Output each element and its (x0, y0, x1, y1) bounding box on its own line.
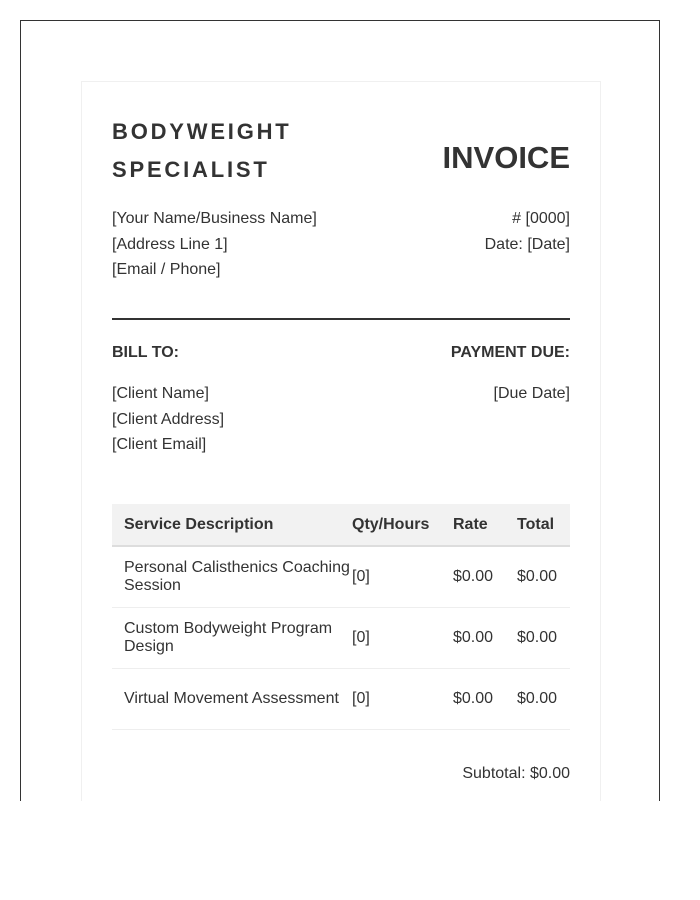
header-qty-hours: Qty/Hours (352, 515, 430, 533)
due-date: [Due Date] (493, 385, 570, 402)
payment-due-heading: PAYMENT DUE: (450, 344, 570, 361)
invoice-date: Date: [Date] (484, 236, 570, 253)
row-total: $0.00 (517, 568, 558, 585)
row-total: $0.00 (517, 629, 558, 646)
from-block (112, 206, 317, 283)
services-table (112, 504, 570, 730)
table-row (112, 608, 570, 669)
header-total: Total (517, 515, 555, 533)
row-description: Virtual Movement Assessment (124, 690, 339, 707)
row-total: $0.00 (517, 690, 558, 707)
subtotal: Subtotal: $0.00 (462, 765, 570, 782)
table-row (112, 546, 570, 608)
row-qty: [0] (352, 690, 370, 707)
row-rate: $0.00 (453, 629, 494, 646)
client-address: [Client Address] (112, 410, 225, 428)
invoice-title: INVOICE (442, 140, 570, 175)
client-name: [Client Name] (112, 385, 209, 402)
row-rate: $0.00 (453, 568, 494, 585)
business-name: BODYWEIGHT SPECIALIST (112, 119, 292, 182)
bill-to-heading: BILL TO: (112, 344, 179, 361)
invoice-meta (485, 206, 570, 258)
table-row (112, 669, 570, 730)
bill-to-block (112, 381, 224, 458)
from-line-business: [Your Name/Business Name] (112, 210, 317, 227)
row-description: Personal Calisthenics Coaching Session (124, 559, 350, 594)
header-service-description: Service Description (124, 515, 274, 533)
row-rate: $0.00 (453, 690, 494, 707)
from-line-address: [Address Line 1] (112, 235, 228, 253)
from-line-contact: [Email / Phone] (112, 261, 221, 278)
header-divider (112, 318, 570, 320)
row-qty: [0] (352, 629, 370, 646)
table-header-row (112, 504, 570, 546)
row-qty: [0] (352, 568, 370, 585)
row-description: Custom Bodyweight Program Design (124, 620, 333, 655)
invoice-number: # [0000] (512, 210, 570, 227)
client-email: [Client Email] (112, 436, 207, 453)
header-rate: Rate (453, 515, 488, 533)
